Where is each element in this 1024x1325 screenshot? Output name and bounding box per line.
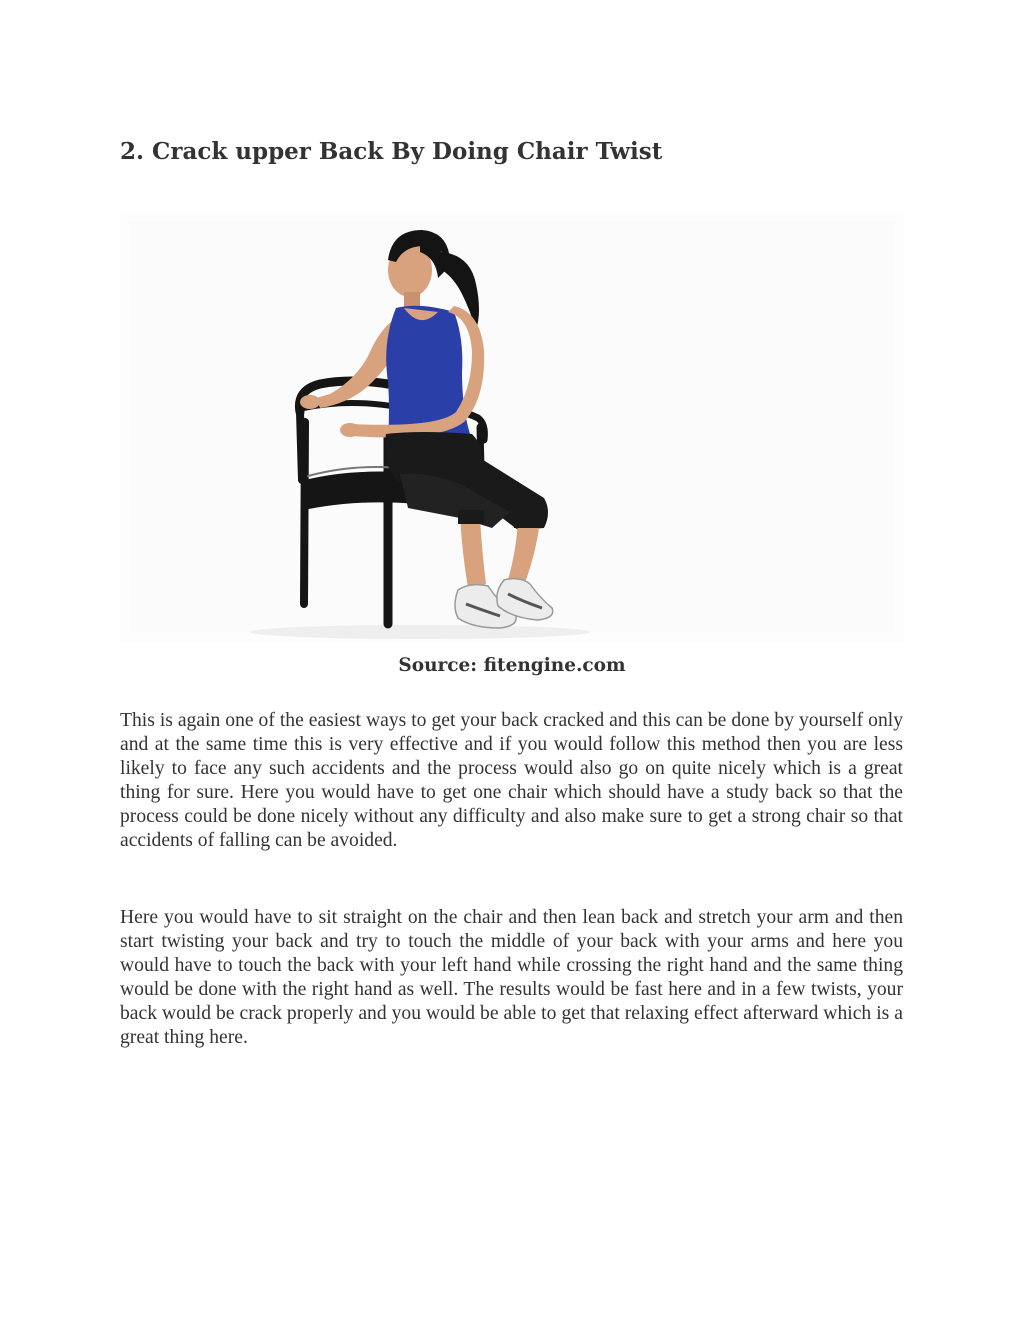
woman-seated-on-chair-twist-photo (120, 212, 904, 642)
figure-caption: Source: fitengine.com (398, 655, 626, 676)
body-paragraph-2: Here you would have to sit straight on the chair and then lean back and stretch your arm and then start twisting your back and try to touch the middle of your back with your arms and here you would have to touch the back with your left hand while crossing the right hand and the same thing would be done with the right hand as well. The results would be fast here and in a few twists, your back would be crack properly and you would be able to get that relaxing effect afterward which is a great thing here. (120, 907, 903, 1048)
exercise-photo (120, 212, 904, 642)
section-heading: 2. Crack upper Back By Doing Chair Twist (120, 138, 663, 165)
body-paragraph-1: This is again one of the easiest ways to get your back cracked and this can be done by yourself only and at the same time this is very effective and if you would follow this method then you are less likely to face any such accidents and the process would also go on quite nicely which is a great thing for sure. Here you would have to get one chair which should have a study back so that the process could be done nicely without any difficulty and also make sure to get a strong chair so that accidents of falling can be avoided. (120, 710, 903, 851)
